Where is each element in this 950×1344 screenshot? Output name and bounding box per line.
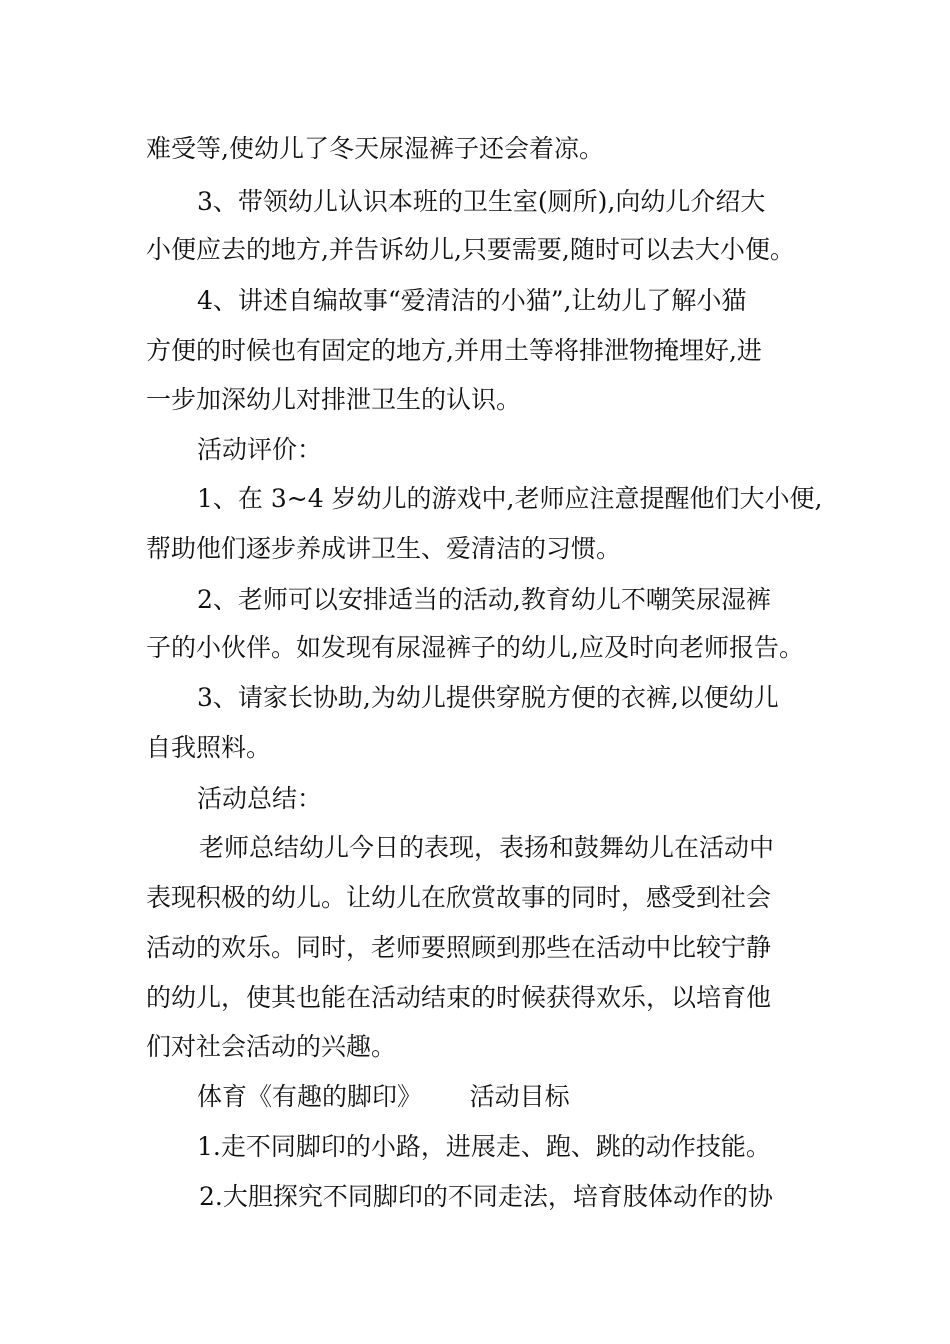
text-line: 2.大胆探究不同脚印的不同走法，培育肢体动作的协 <box>199 1182 773 1211</box>
text-line: 小便应去的地方,并告诉幼儿,只要需要,随时可以去大小便。 <box>146 235 795 264</box>
text-line: 表现积极的幼儿。让幼儿在欣赏故事的同时，感受到社会 <box>146 883 772 912</box>
text-line: 1、在 3~4 岁幼儿的游戏中,老师应注意提醒他们大小便, <box>197 484 823 513</box>
text-line: 1.走不同脚印的小路，进展走、跑、跳的动作技能。 <box>197 1132 771 1161</box>
text-line: 的幼儿，使其也能在活动结束的时候获得欢乐，以培育他 <box>146 983 772 1012</box>
text-line: 老师总结幼儿今日的表现，表扬和鼓舞幼儿在活动中 <box>199 833 775 862</box>
text-line: 自我照料。 <box>146 733 272 762</box>
text-line: 们对社会活动的兴趣。 <box>146 1032 397 1061</box>
section-heading: 活动评价： <box>197 435 323 464</box>
text-line: 3、请家长协助,为幼儿提供穿脱方便的衣裤,以便幼儿 <box>197 683 779 712</box>
text-line: 方便的时候也有固定的地方,并用土等将排泄物掩埋好,进 <box>146 336 762 365</box>
text-line: 难受等,使幼儿了冬天尿湿裤子还会着凉。 <box>146 134 604 163</box>
section-heading: 体育《有趣的脚印》 活动目标 <box>197 1082 570 1111</box>
section-heading: 活动总结： <box>197 784 323 813</box>
text-line: 活动的欢乐。同时，老师要照顾到那些在活动中比较宁静 <box>146 933 772 962</box>
text-line: 2、老师可以安排适当的活动,教育幼儿不嘲笑尿湿裤 <box>197 585 771 614</box>
text-line: 4、讲述自编故事“爱清洁的小猫”,让幼儿了解小猫 <box>197 286 747 315</box>
text-line: 3、带领幼儿认识本班的卫生室(厕所),向幼儿介绍大 <box>197 187 766 216</box>
text-line: 一步加深幼儿对排泄卫生的认识。 <box>146 385 522 414</box>
text-line: 帮助他们逐步养成讲卫生、爱清洁的习惯。 <box>146 534 622 563</box>
text-line: 子的小伙伴。如发现有尿湿裤子的幼儿,应及时向老师报告。 <box>146 633 804 662</box>
